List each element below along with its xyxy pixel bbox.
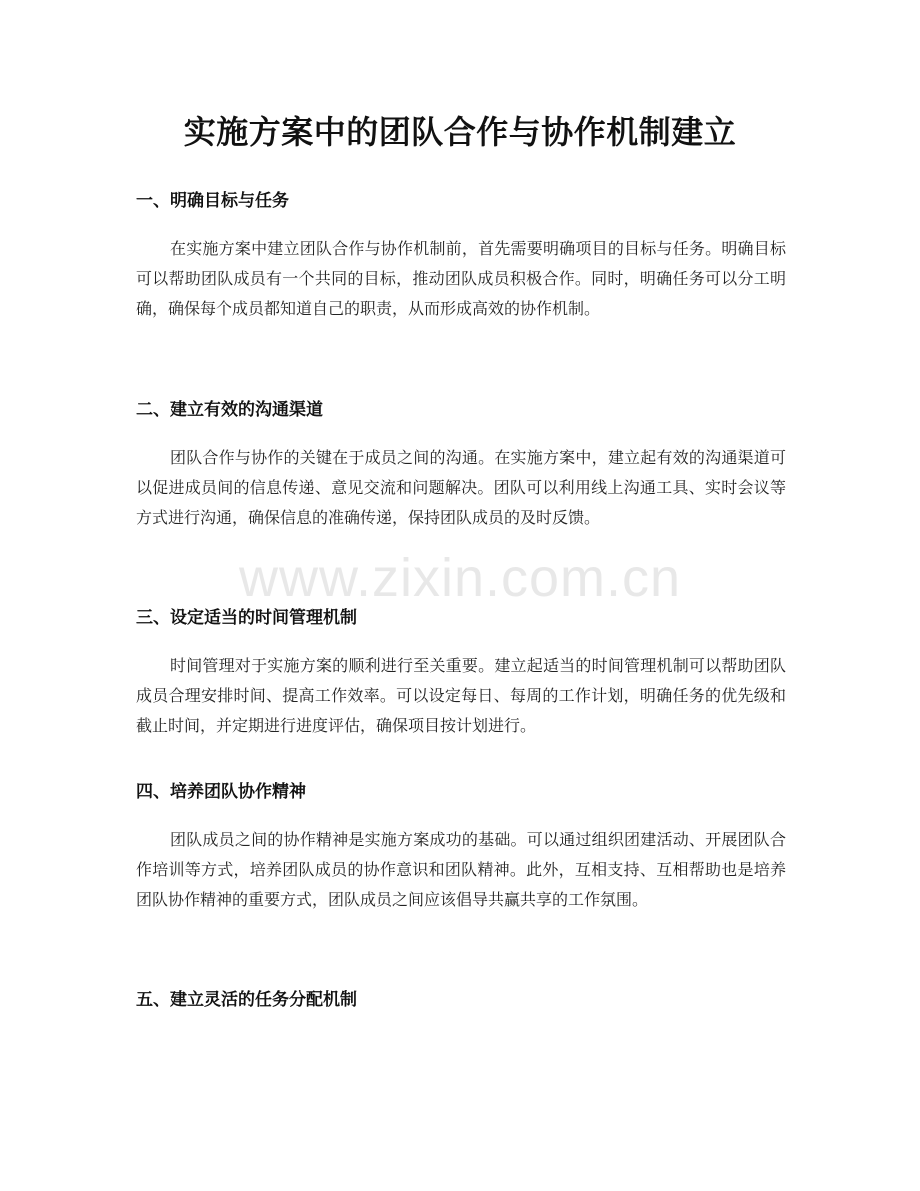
- watermark-text: www.zixin.com.cn: [238, 548, 682, 608]
- section-heading-2: 二、建立有效的沟通渠道: [136, 400, 323, 420]
- section-heading-5: 五、建立灵活的任务分配机制: [136, 990, 357, 1010]
- section-body-1: 在实施方案中建立团队合作与协作机制前，首先需要明确项目的目标与任务。明确目标可以帮助团队成员有一个共同的目标，推动团队成员积极合作。同时，明确任务可以分工明确，确保每个成员都知道自己的职责，从而形成高效的协作机制。: [136, 239, 786, 318]
- section-body-2: 团队合作与协作的关键在于成员之间的沟通。在实施方案中，建立起有效的沟通渠道可以促进成员间的信息传递、意见交流和问题解决。团队可以利用线上沟通工具、实时会议等方式进行沟通，确保信息的准确传递，保持团队成员的及时反馈。: [136, 448, 786, 527]
- document-title: 实施方案中的团队合作与协作机制建立: [183, 113, 737, 151]
- section-body-3: 时间管理对于实施方案的顺利进行至关重要。建立起适当的时间管理机制可以帮助团队成员合理安排时间、提高工作效率。可以设定每日、每周的工作计划，明确任务的优先级和截止时间，并定期进行进度评估，确保项目按计划进行。: [136, 656, 786, 735]
- section-heading-3: 三、设定适当的时间管理机制: [136, 608, 357, 628]
- section-body-4: 团队成员之间的协作精神是实施方案成功的基础。可以通过组织团建活动、开展团队合作培训等方式，培养团队成员的协作意识和团队精神。此外，互相支持、互相帮助也是培养团队协作精神的重要方式，团队成员之间应该倡导共赢共享的工作氛围。: [136, 830, 786, 909]
- section-heading-1: 一、明确目标与任务: [136, 191, 289, 211]
- section-heading-4: 四、培养团队协作精神: [136, 782, 306, 802]
